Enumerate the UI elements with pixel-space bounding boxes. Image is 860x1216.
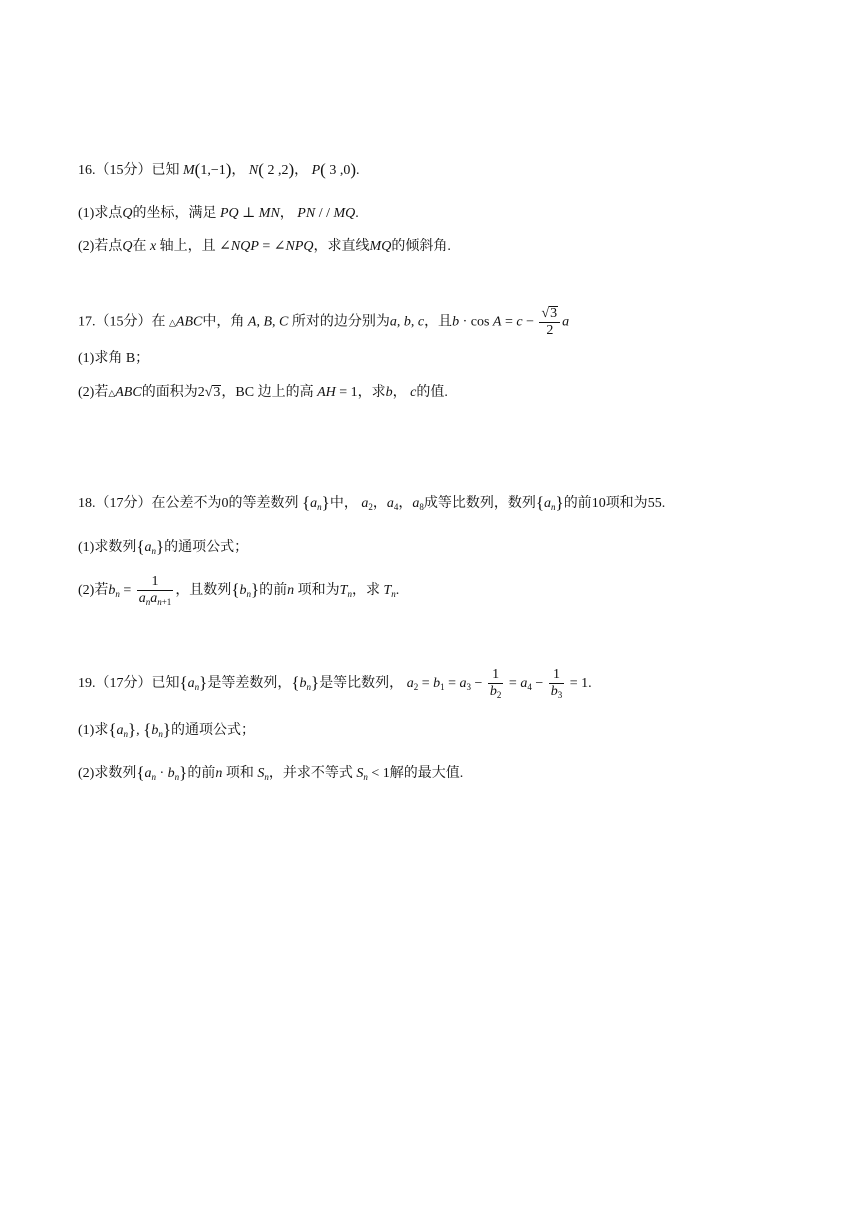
q19-header: 19.（17分）已知$\{a_n\}$是等差数列，$\{b_n\}$是等比数列， $a_2 = b_1 = a_3$ − $\frac{1}{b_2}$ = $a_4$ − $\frac{1}{b_3}$ = 1. xyxy=(78,667,592,701)
q17-part1: (1)求角 B； xyxy=(78,351,150,366)
fraction-1-over-b3: $\frac{1}{b_3}$ xyxy=(550,667,563,701)
q18-header: 18.（17分）在公差不为0的等差数列 $\{a_n\}$中， $a_2$，$a_4$，$a_8$成等比数列，数列$\{a_n\}$的前10项和为55. xyxy=(78,493,666,512)
q19-part2: (2)求数列$\{a_n \cdot b_n\}$的前n 项和 $S_n$，并求不等式 $S_n < 1$解的最大值. xyxy=(78,763,464,782)
q18-part1: (1)求数列$\{a_n\}$的通项公式； xyxy=(78,537,249,556)
q17-header: 17.（15分）在 △ABC中，角 A, B, C 所对的边分别为a, b, c，且b · cos A = c − $\frac{√3}{2}$ a xyxy=(78,306,570,338)
q16-part1: (1)求点Q的坐标，满足 PQ ⊥ MN， PN / / MQ. xyxy=(78,206,359,221)
fraction-1-over-anan1: $\frac{1}{a_na_{n+1}}$ xyxy=(138,574,172,608)
q17-part2: (2)若△ABC的面积为2√3，BC 边上的高 AH = 1，求b， c的值. xyxy=(78,385,448,400)
q16-header: 16.（15分）已知 M(1,−1)， N( 2 ,2)， P( 3 ,0). xyxy=(78,160,360,179)
q18-part2: (2)若$b_n$ = $\frac{1}{a_na_{n+1}}$ ，且数列$\{b_n\}$的前n 项和为$T_n$，求 $T_n$. xyxy=(78,574,400,608)
sqrt3-over-2: $\frac{√3}{2}$ xyxy=(539,306,560,339)
q19-part1: (1)求$\{a_n\}$, $\{b_n\}$的通项公式； xyxy=(78,720,256,739)
q16-part2: (2)若点Q在 x 轴上，且 ∠NQP = ∠NPQ，求直线MQ的倾斜角. xyxy=(78,239,451,254)
fraction-1-over-b2: $\frac{1}{b_2}$ xyxy=(489,667,502,701)
